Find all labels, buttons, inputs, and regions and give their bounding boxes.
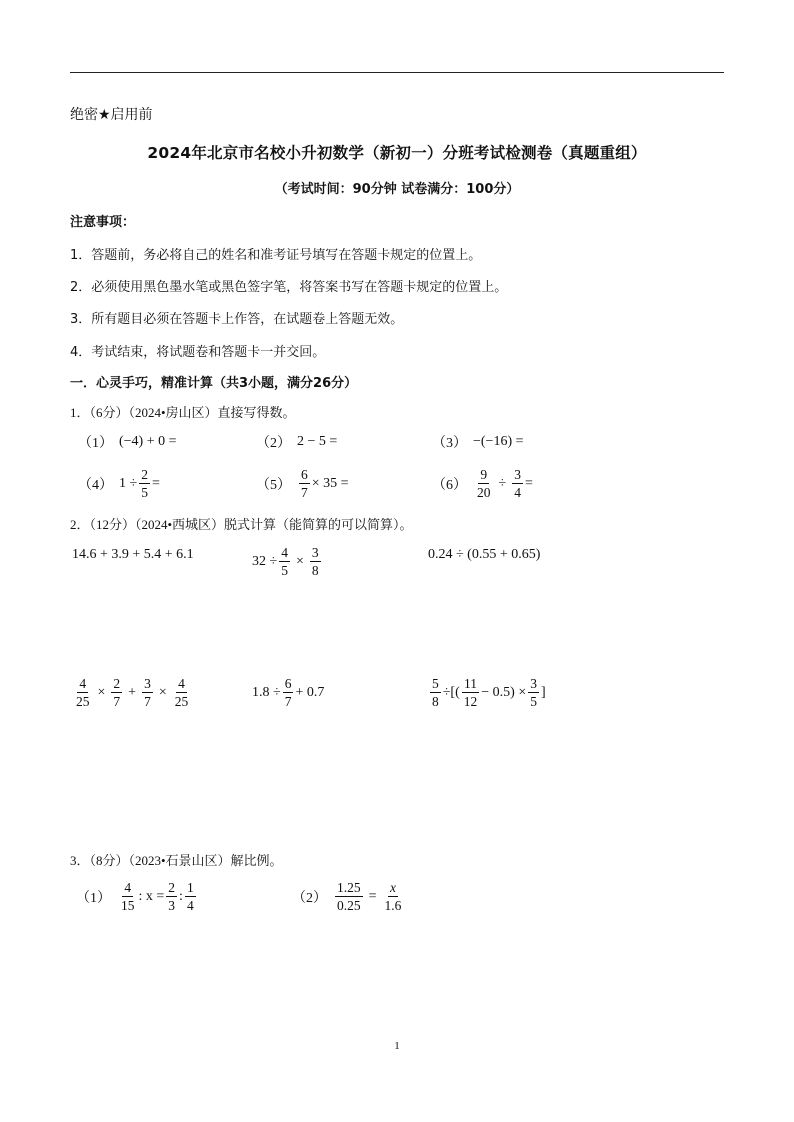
denominator: 4 bbox=[186, 897, 194, 913]
q2-fraction-2a bbox=[279, 545, 290, 578]
q3-fraction-1 bbox=[119, 880, 137, 913]
document-title: 2024年北京市名校小升初数学（新初一）分班考试检测卷（真题重组） bbox=[147, 144, 647, 162]
q2-expr-6-a: ÷[( bbox=[442, 684, 460, 700]
q3-fraction-5 bbox=[383, 880, 404, 913]
q1-expr-5-b: × 35 = bbox=[311, 475, 349, 491]
q2-expr-3 bbox=[428, 547, 540, 563]
q1-expr-2 bbox=[256, 432, 337, 452]
q1-expr-1-text: (−4) + 0 = bbox=[119, 434, 177, 449]
operator: × bbox=[295, 553, 304, 569]
q2-fraction-6b bbox=[462, 676, 480, 709]
q2-expr-6 bbox=[428, 676, 546, 709]
denominator: 1.6 bbox=[384, 897, 402, 913]
q2-fraction-6c bbox=[528, 676, 539, 709]
numerator: 6 bbox=[284, 676, 292, 691]
numerator: 11 bbox=[464, 676, 478, 691]
q1-fraction-6a bbox=[475, 467, 493, 500]
denominator: 0.25 bbox=[337, 897, 361, 913]
q1-expr-3 bbox=[432, 432, 524, 452]
q2-expr-1-text: 14.6 + 3.9 + 5.4 + 6.1 bbox=[72, 547, 194, 562]
q1-expr-3-text: −(−16) = bbox=[473, 434, 524, 449]
numerator: 2 bbox=[113, 676, 121, 691]
q2-fraction-4c bbox=[142, 676, 153, 709]
denominator: 4 bbox=[514, 484, 521, 500]
note-item-2: 2．必须使用黑色墨水笔或黑色签字笔，将答案书写在答题卡规定的位置上。 bbox=[70, 280, 508, 295]
note-item-4: 4．考试结束，将试题卷和答题卡一并交回。 bbox=[70, 345, 326, 360]
q3-label-1: （1） bbox=[76, 890, 111, 906]
numerator: 3 bbox=[144, 676, 151, 691]
q2-fraction-2b bbox=[310, 545, 321, 578]
denominator: 3 bbox=[168, 897, 176, 913]
q3-expr-1 bbox=[76, 880, 198, 913]
denominator: 5 bbox=[141, 484, 148, 500]
question-1-stem: 1．（6分）（2024•房山区）直接写得数。 bbox=[70, 405, 296, 420]
numerator: 4 bbox=[178, 676, 185, 691]
q1-label-1: （1） bbox=[78, 436, 113, 451]
operator: × bbox=[97, 684, 106, 700]
q2-fraction-6a bbox=[430, 676, 441, 709]
operator: ÷ bbox=[498, 475, 507, 491]
q1-label-4: （4） bbox=[78, 477, 113, 493]
q1-expr-4-b: = bbox=[151, 475, 160, 491]
q2-expr-5-a: 1.8 ÷ bbox=[252, 684, 281, 700]
q2-expr-6-c: ] bbox=[540, 684, 546, 700]
denominator: 5 bbox=[530, 693, 537, 709]
operator: + bbox=[128, 684, 137, 700]
numerator: 2 bbox=[168, 880, 176, 895]
q1-label-2: （2） bbox=[256, 436, 291, 451]
denominator: 25 bbox=[76, 693, 90, 709]
numerator: 5 bbox=[432, 676, 439, 691]
section-heading: 一．心灵手巧，精准计算（共3小题，满分26分） bbox=[70, 376, 358, 391]
q1-fraction-4 bbox=[139, 467, 150, 500]
numerator: 3 bbox=[311, 545, 319, 560]
notes-heading: 注意事项： bbox=[70, 215, 136, 230]
denominator: 8 bbox=[311, 562, 319, 578]
q2-fraction-4b bbox=[111, 676, 122, 709]
denominator: 25 bbox=[174, 693, 189, 709]
q1-expr-4-a: 1 ÷ bbox=[119, 475, 138, 491]
q3-expr-2 bbox=[292, 880, 405, 913]
q1-expr-2-text: 2 − 5 = bbox=[297, 434, 338, 449]
q3-fraction-3 bbox=[185, 880, 196, 913]
denominator: 8 bbox=[432, 693, 439, 709]
q2-expr-1 bbox=[72, 547, 194, 563]
denominator: 15 bbox=[121, 897, 135, 913]
q3-expr-1-a: : x = bbox=[138, 888, 165, 904]
denominator: 12 bbox=[463, 693, 478, 709]
q2-expr-2 bbox=[252, 545, 323, 578]
numerator: 4 bbox=[281, 545, 288, 560]
q1-label-3: （3） bbox=[432, 436, 467, 451]
numerator: 3 bbox=[514, 467, 521, 482]
q1-expr-6-b: = bbox=[524, 475, 533, 491]
q1-fraction-5 bbox=[299, 467, 310, 500]
numerator: 4 bbox=[79, 676, 87, 691]
q2-expr-2-a: 32 ÷ bbox=[252, 553, 278, 569]
q2-expr-5-b: + 0.7 bbox=[295, 684, 325, 700]
q3-fraction-2 bbox=[166, 880, 177, 913]
q1-expr-4 bbox=[78, 467, 160, 500]
denominator: 7 bbox=[301, 484, 308, 500]
q2-expr-4 bbox=[72, 676, 192, 709]
q3-fraction-4 bbox=[335, 880, 363, 913]
q2-expr-5 bbox=[252, 676, 324, 709]
numerator: x bbox=[389, 880, 396, 895]
numerator: 4 bbox=[124, 880, 132, 895]
secret-label: 绝密★启用前 bbox=[70, 107, 153, 123]
question-2-stem: 2．（12分）（2024•西城区）脱式计算（能简算的可以简算）。 bbox=[70, 517, 413, 532]
denominator: 7 bbox=[144, 693, 151, 709]
q3-expr-1-b: : bbox=[179, 888, 183, 904]
numerator: 1 bbox=[186, 880, 194, 895]
q1-label-6: （6） bbox=[432, 477, 467, 493]
q2-fraction-5 bbox=[283, 676, 294, 709]
denominator: 7 bbox=[284, 693, 292, 709]
operator: × bbox=[158, 684, 167, 700]
q1-expr-5 bbox=[256, 467, 349, 500]
header-rule bbox=[70, 72, 724, 73]
q2-fraction-4d bbox=[173, 676, 191, 709]
page-number: 1 bbox=[394, 1040, 400, 1052]
q1-expr-1 bbox=[78, 432, 177, 452]
exam-subtitle: （考试时间：90分钟 试卷满分：100分） bbox=[274, 182, 520, 197]
q1-expr-6 bbox=[432, 467, 533, 500]
q1-label-5: （5） bbox=[256, 477, 291, 493]
q3-label-2: （2） bbox=[292, 890, 327, 906]
numerator: 3 bbox=[530, 676, 537, 691]
q2-expr-6-b: − 0.5) × bbox=[481, 684, 527, 700]
denominator: 7 bbox=[113, 693, 121, 709]
question-3-stem: 3．（8分）（2023•石景山区）解比例。 bbox=[70, 853, 283, 868]
q1-fraction-6b bbox=[512, 467, 523, 500]
denominator: 20 bbox=[477, 484, 491, 500]
note-item-1: 1．答题前，务必将自己的姓名和准考证号填写在答题卡规定的位置上。 bbox=[70, 248, 482, 263]
numerator: 9 bbox=[480, 467, 488, 482]
operator: = bbox=[368, 888, 377, 904]
note-item-3: 3．所有题目必须在答题卡上作答，在试题卷上答题无效。 bbox=[70, 312, 404, 327]
numerator: 1.25 bbox=[337, 880, 361, 895]
numerator: 2 bbox=[141, 467, 148, 482]
numerator: 6 bbox=[301, 467, 308, 482]
q2-expr-3-text: 0.24 ÷ (0.55 + 0.65) bbox=[428, 547, 541, 562]
denominator: 5 bbox=[281, 562, 288, 578]
q2-fraction-4a bbox=[74, 676, 92, 709]
